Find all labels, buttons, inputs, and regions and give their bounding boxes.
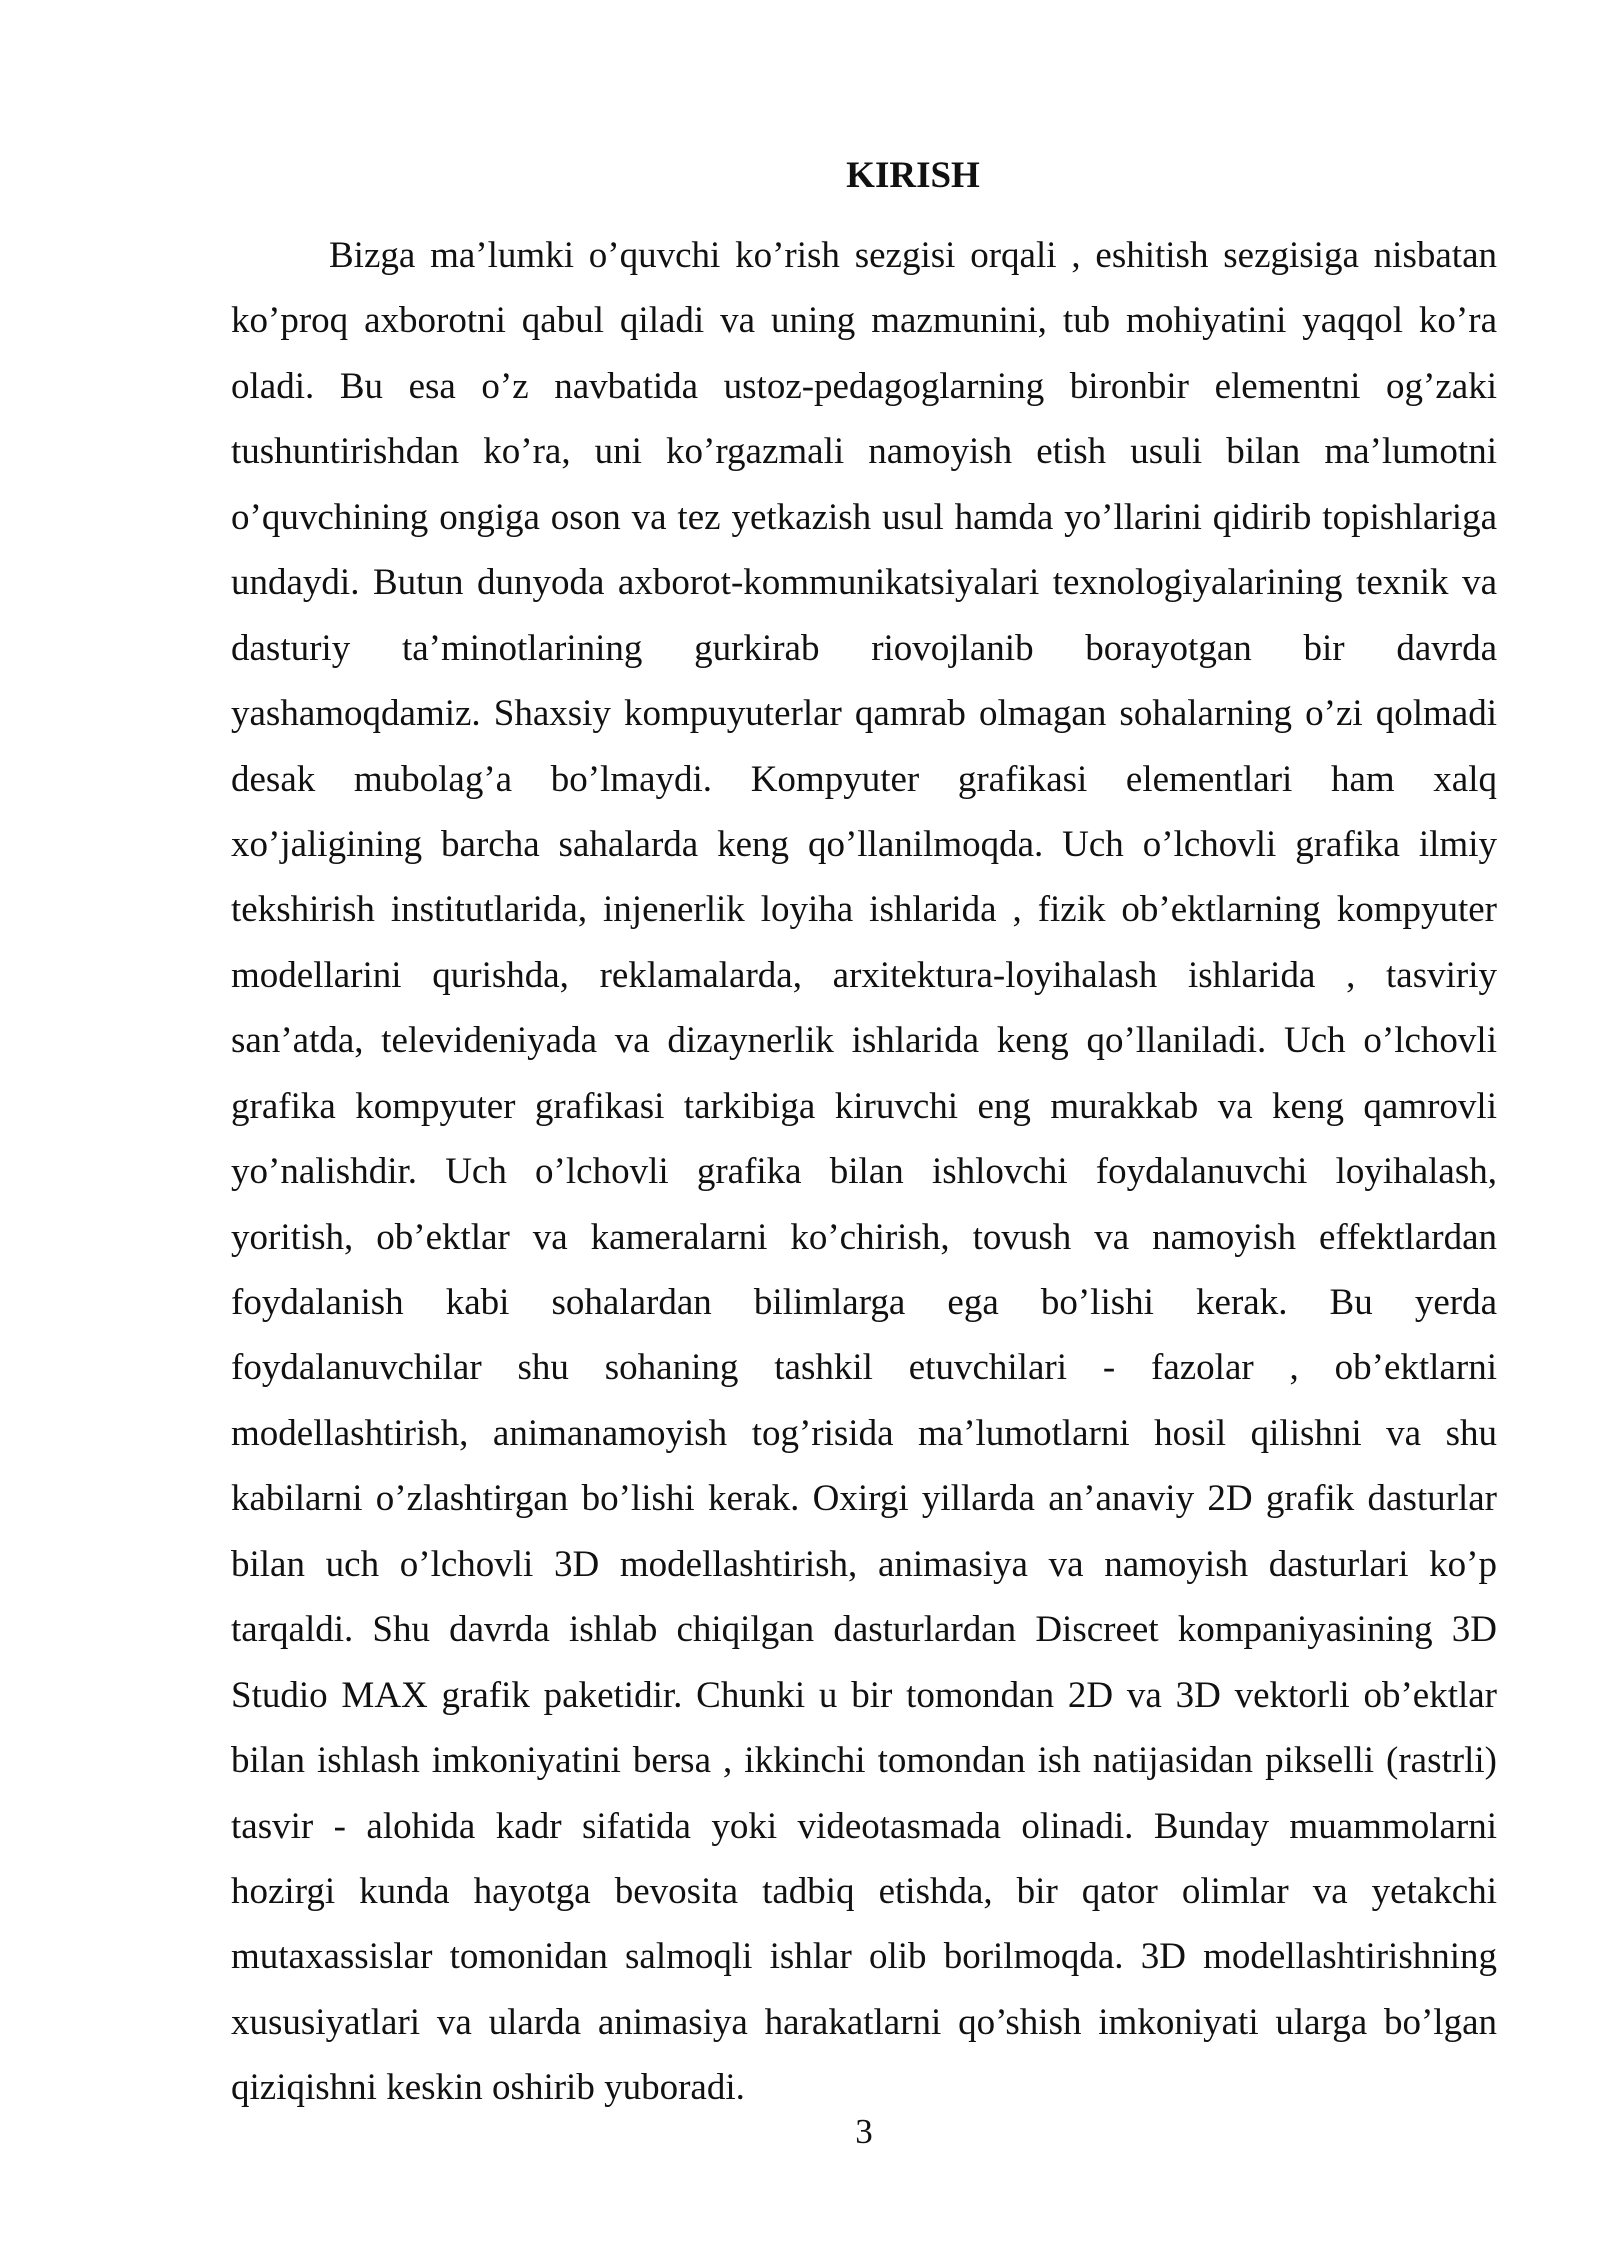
paragraph-line: bilan ishlash imkoniyatini bersa , ikkinchi tomondan ish natijasidan pikselli (rastrli) bbox=[231, 1740, 1497, 1782]
paragraph-line: tarqaldi. Shu davrda ishlab chiqilgan dasturlardan Discreet kompaniyasining 3D bbox=[231, 1609, 1497, 1651]
paragraph-line: dasturiy ta’minotlarining gurkirab riovojlanib borayotgan bir davrda bbox=[231, 627, 1497, 669]
paragraph-line: o’quvchining ongiga oson va tez yetkazish usul hamda yo’llarini qidirib topishlariga bbox=[231, 496, 1497, 538]
paragraph-line: tasvir - alohida kadr sifatida yoki videotasmada olinadi. Bunday muammolarni bbox=[231, 1805, 1497, 1847]
paragraph-line: hozirgi kunda hayotga bevosita tadbiq etishda, bir qator olimlar va yetakchi bbox=[231, 1870, 1497, 1912]
paragraph-line: mutaxassislar tomonidan salmoqli ishlar olib borilmoqda. 3D modellashtirishning bbox=[231, 1936, 1497, 1978]
paragraph-line: modellashtirish, animanamoyish tog’risida ma’lumotlarni hosil qilishni va shu bbox=[231, 1412, 1497, 1454]
paragraph-line: ko’proq axborotni qabul qiladi va uning mazmunini, tub mohiyatini yaqqol ko’ra bbox=[231, 300, 1497, 342]
paragraph-line: tushuntirishdan ko’ra, uni ko’rgazmali namoyish etish usuli bilan ma’lumotni bbox=[231, 431, 1497, 473]
paragraph-line: undaydi. Butun dunyoda axborot-kommunikatsiyalari texnologiyalarining texnik va bbox=[231, 562, 1497, 604]
paragraph-line: oladi. Bu esa o’z navbatida ustoz-pedagoglarning bironbir elementni og’zaki bbox=[231, 365, 1497, 407]
section-title: KIRISH bbox=[846, 155, 980, 196]
paragraph-line: san’atda, televideniyada va dizaynerlik ishlarida keng qo’llaniladi. Uch o’lchovli bbox=[231, 1020, 1497, 1062]
paragraph-line: kabilarni o’zlashtirgan bo’lishi kerak. Oxirgi yillarda an’anaviy 2D grafik dasturlar bbox=[231, 1478, 1497, 1520]
page-number: 3 bbox=[855, 2112, 873, 2151]
paragraph-line: desak mubolag’a bo’lmaydi. Kompyuter grafikasi elementlari ham xalq bbox=[231, 758, 1497, 800]
paragraph-line: modellarini qurishda, reklamalarda, arxitektura-loyihalash ishlarida , tasviriy bbox=[231, 954, 1497, 996]
paragraph-line: xususiyatlari va ularda animasiya harakatlarni qo’shish imkoniyati ularga bo’lgan bbox=[231, 2001, 1497, 2043]
paragraph-line: xo’jaligining barcha sahalarda keng qo’llanilmoqda. Uch o’lchovli grafika ilmiy bbox=[231, 823, 1497, 865]
paragraph-line: Studio MAX grafik paketidir. Chunki u bir tomondan 2D va 3D vektorli ob’ektlar bbox=[231, 1674, 1497, 1716]
paragraph-line: bilan uch o’lchovli 3D modellashtirish, animasiya va namoyish dasturlari ko’p bbox=[231, 1543, 1497, 1585]
paragraph-line: yoritish, ob’ektlar va kameralarni ko’chirish, tovush va namoyish effektlardan bbox=[231, 1216, 1497, 1258]
paragraph-line: foydalanish kabi sohalardan bilimlarga ega bo’lishi kerak. Bu yerda bbox=[231, 1282, 1497, 1323]
paragraph-line: yashamoqdamiz. Shaxsiy kompuyuterlar qamrab olmagan sohalarning o’zi qolmadi bbox=[231, 693, 1497, 735]
paragraph-line: Bizga ma’lumki o’quvchi ko’rish sezgisi orqali , eshitish sezgisiga nisbatan bbox=[329, 235, 1497, 276]
paragraph-line: foydalanuvchilar shu sohaning tashkil etuvchilari - fazolar , ob’ektlarni bbox=[231, 1347, 1497, 1389]
paragraph-line: yo’nalishdir. Uch o’lchovli grafika bilan ishlovchi foydalanuvchi loyihalash, bbox=[231, 1151, 1497, 1193]
paragraph-line: grafika kompyuter grafikasi tarkibiga kiruvchi eng murakkab va keng qamrovli bbox=[231, 1085, 1497, 1127]
paragraph-line: qiziqishni keskin oshirib yuboradi. bbox=[231, 2067, 745, 2109]
paragraph-line: tekshirish institutlarida, injenerlik loyiha ishlarida , fizik ob’ektlarning kompyuter bbox=[231, 889, 1497, 931]
body-paragraph bbox=[231, 223, 1497, 2121]
